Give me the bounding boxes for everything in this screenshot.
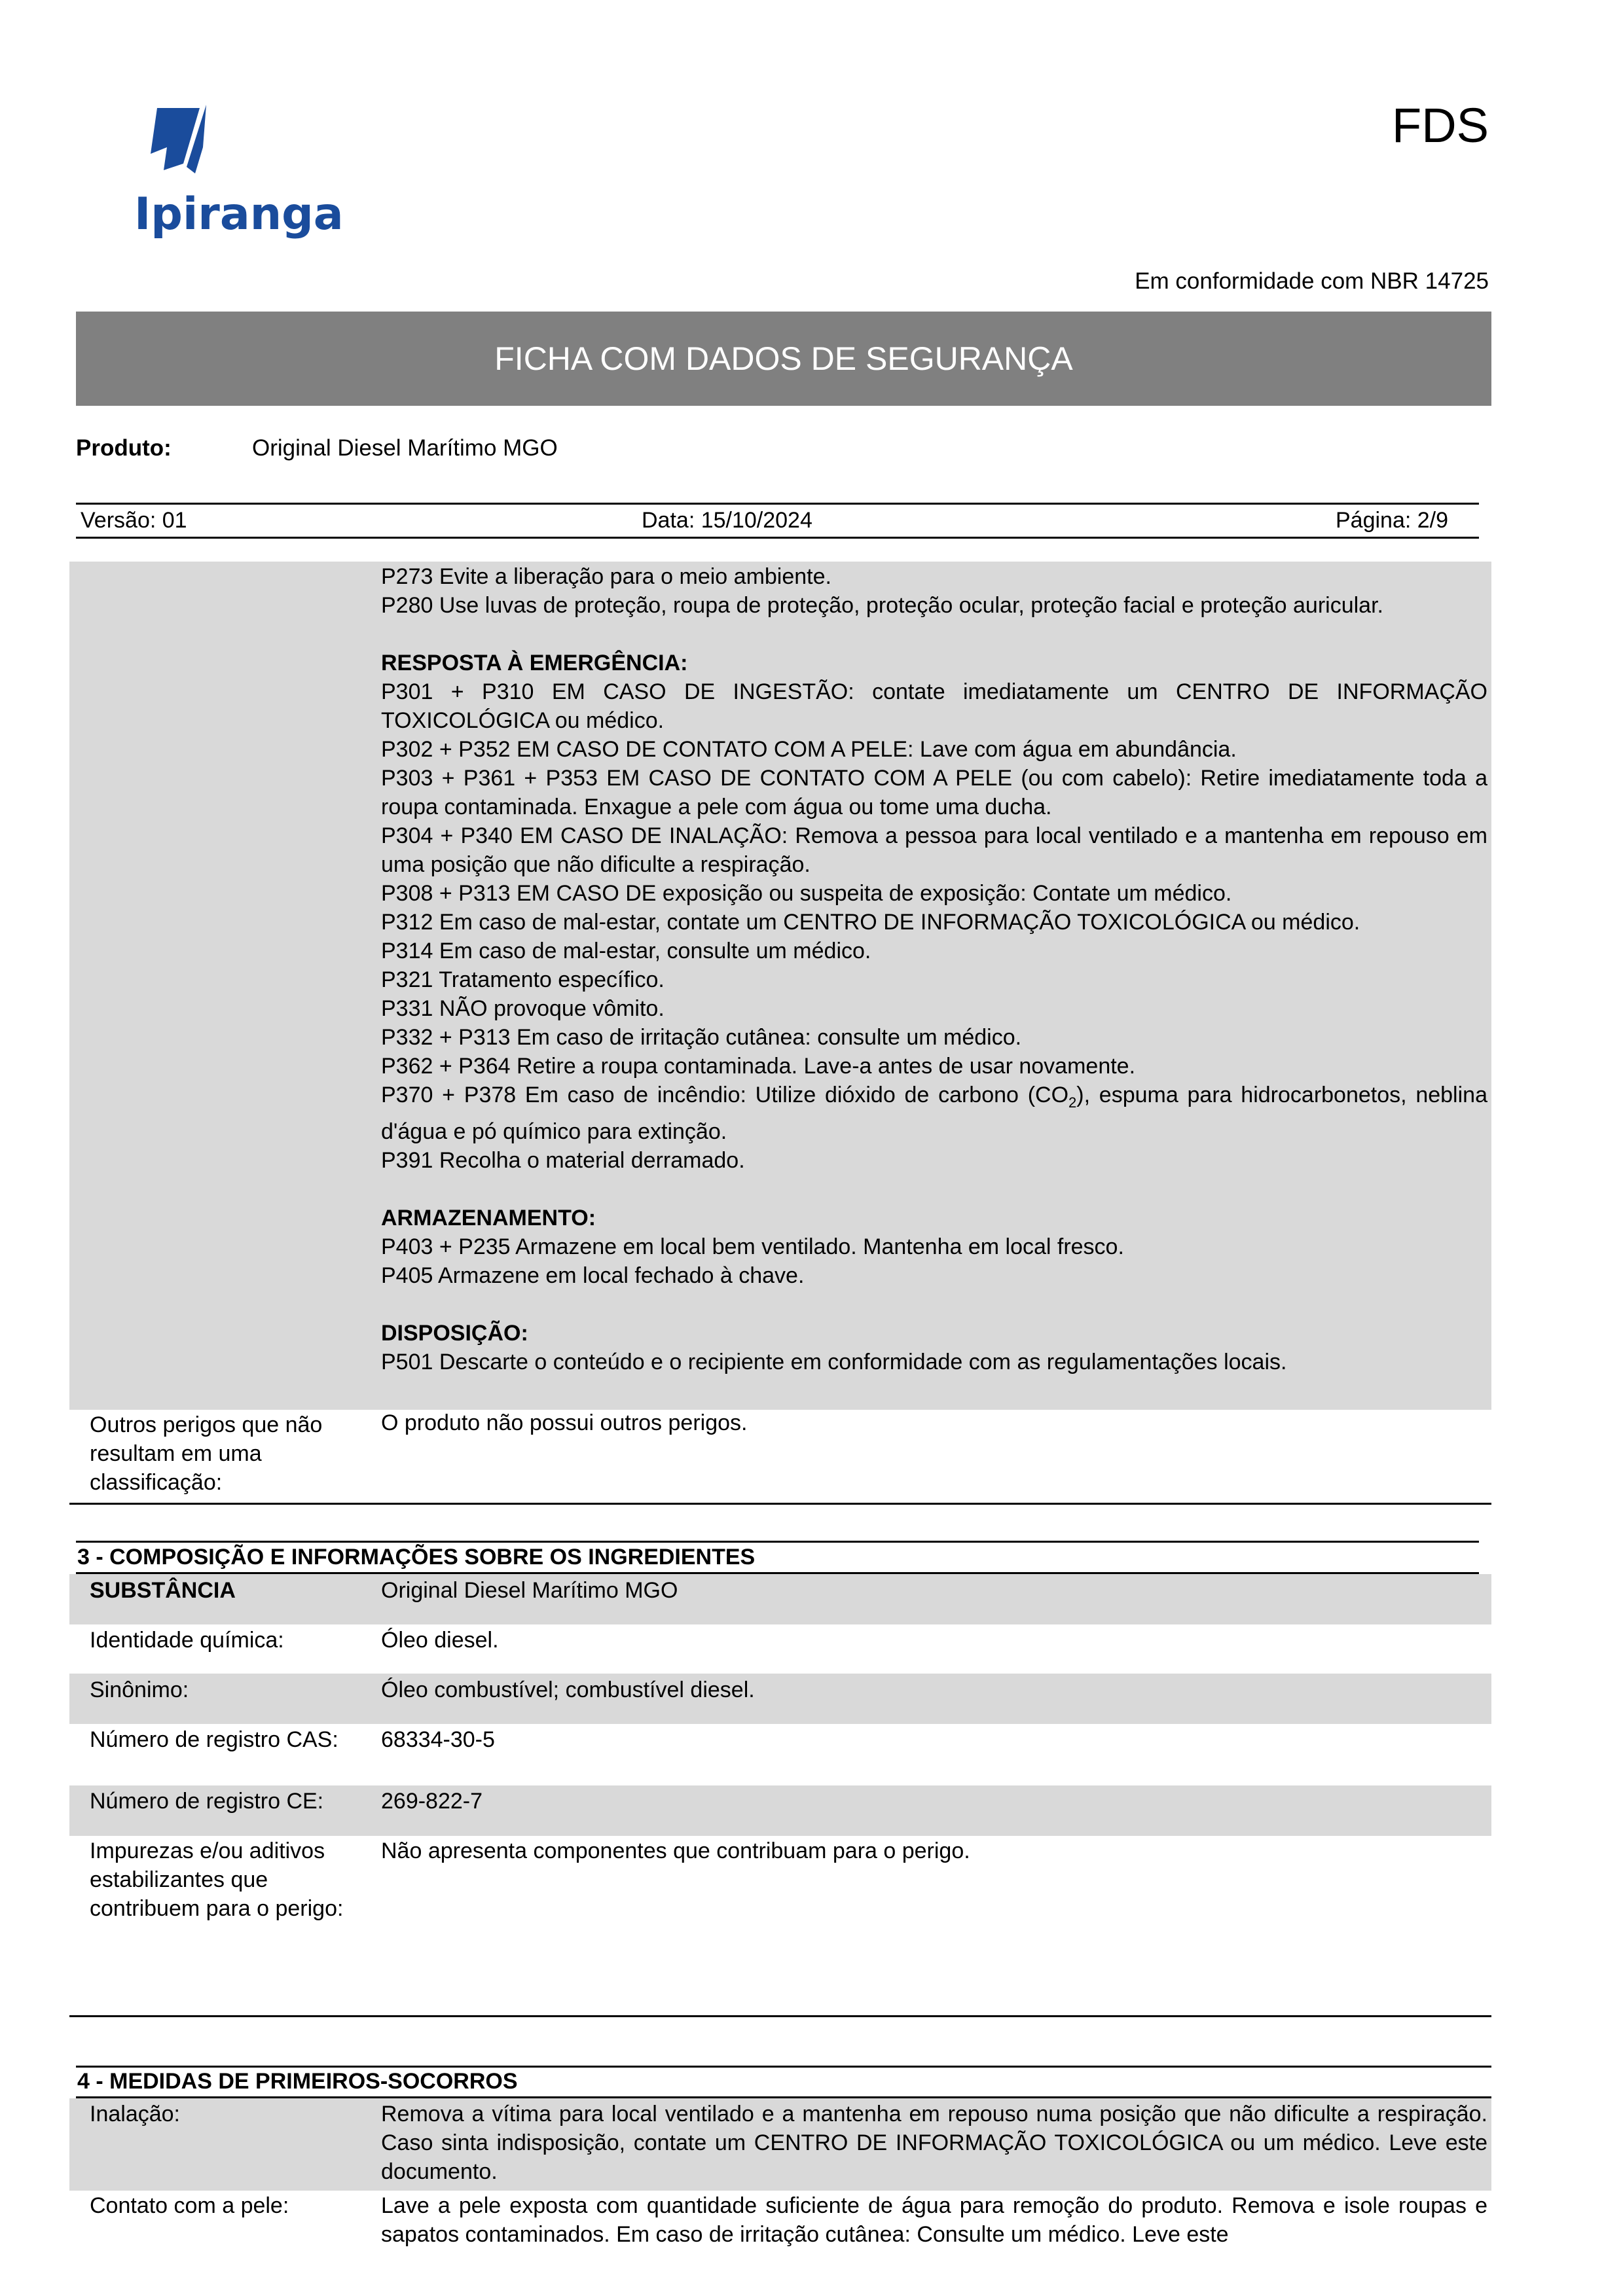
product-name: Original Diesel Marítimo MGO xyxy=(252,435,558,461)
version-bar-bottom-rule xyxy=(76,537,1479,539)
product-label: Produto: xyxy=(76,435,172,461)
page-number: Página: 2/9 xyxy=(1336,508,1449,533)
section2-end-rule xyxy=(69,1503,1491,1505)
version-bar-top-rule xyxy=(76,503,1479,505)
section4-title: 4 - MEDIDAS DE PRIMEIROS-SOCORROS xyxy=(77,2069,518,2094)
s3-label-cas: Número de registro CAS: xyxy=(90,1727,338,1752)
statement-p370 xyxy=(381,1081,1487,1146)
ipiranga-logo-mark xyxy=(134,101,344,240)
s3-label-substance: SUBSTÂNCIA xyxy=(90,1578,236,1603)
statement-p403: P403 + P235 Armazene em local bem ventilado. Mantenha em local fresco. xyxy=(381,1234,1124,1259)
statement-p314: P314 Em caso de mal-estar, consulte um médico. xyxy=(381,939,871,963)
statement-p308: P308 + P313 EM CASO DE exposição ou suspeita de exposição: Contate um médico. xyxy=(381,881,1232,906)
logo-wordmark: Ipiranga xyxy=(134,188,344,240)
ipiranga-logo xyxy=(134,101,344,240)
s3-label-synonym: Sinônimo: xyxy=(90,1677,189,1702)
s4-value-inhalation: Remova a vítima para local ventilado e a mantenha em repouso numa posição que não dificulte a respiração. Caso sinta indisposição, contate um CENTRO DE INFORMAÇÃO TOXICOLÓGICA ou um médico. Leve este documento. xyxy=(381,2102,1487,2184)
statement-p391: P391 Recolha o material derramado. xyxy=(381,1147,745,1173)
response-title: RESPOSTA À EMERGÊNCIA: xyxy=(381,651,688,675)
p370-text-start: P370 + P378 Em caso de incêndio: Utilize dióxido de carbono (CO xyxy=(381,1083,1069,1107)
s3-value-synonym: Óleo combustível; combustível diesel. xyxy=(381,1677,755,1702)
s3-label-impurities: Impurezas e/ou aditivos estabilizantes que contribuem para o perigo: xyxy=(90,1839,344,1921)
version: Versão: 01 xyxy=(81,508,187,533)
statement-p280: P280 Use luvas de proteção, roupa de proteção, proteção ocular, proteção facial e proteção auricular. xyxy=(381,593,1383,618)
p370-text-end: ), espuma para hidrocarbonetos, neblina d'água e pó químico para extinção. xyxy=(381,1083,1487,1144)
statement-p303: P303 + P361 + P353 EM CASO DE CONTATO COM A PELE (ou com cabelo): Retire imediatamente toda a roupa contaminada. Enxague a pele com água ou tome uma ducha. xyxy=(381,766,1487,819)
statement-p312: P312 Em caso de mal-estar, contate um CENTRO DE INFORMAÇÃO TOXICOLÓGICA ou médico. xyxy=(381,910,1360,935)
s3-value-ec: 269-822-7 xyxy=(381,1789,483,1814)
s3-value-cas: 68334-30-5 xyxy=(381,1727,495,1752)
section3-title: 3 - COMPOSIÇÃO E INFORMAÇÕES SOBRE OS INGREDIENTES xyxy=(77,1545,756,1570)
statement-p304: P304 + P340 EM CASO DE INALAÇÃO: Remova a pessoa para local ventilado e a mantenha em repouso em uma posição que não dificulte a respiração. xyxy=(381,823,1487,877)
date: Data: 15/10/2024 xyxy=(642,508,812,533)
s4-value-skin: Lave a pele exposta com quantidade suficiente de água para remoção do produto. Remova e isole roupas e sapatos contaminados. Em caso de irritação cutânea: Consulte um médico. Leve este xyxy=(381,2193,1487,2247)
s4-label-skin: Contato com a pele: xyxy=(90,2193,289,2218)
doc-code: FDS xyxy=(1392,98,1489,152)
statement-p273: P273 Evite a liberação para o meio ambiente. xyxy=(381,564,831,589)
s3-label-identity: Identidade química: xyxy=(90,1628,284,1653)
statement-p332: P332 + P313 Em caso de irritação cutânea: consulte um médico. xyxy=(381,1025,1022,1050)
document-title-banner: FICHA COM DADOS DE SEGURANÇA xyxy=(76,312,1491,406)
conformity-note: Em conformidade com NBR 14725 xyxy=(1135,268,1489,294)
precaution-statements xyxy=(381,562,1487,1376)
disposal-title: DISPOSIÇÃO: xyxy=(381,1320,528,1346)
statement-p362: P362 + P364 Retire a roupa contaminada. Lave-a antes de usar novamente. xyxy=(381,1054,1136,1079)
storage-title: ARMAZENAMENTO: xyxy=(381,1205,596,1230)
other-hazards-value: O produto não possui outros perigos. xyxy=(381,1410,748,1435)
s3-value-substance: Original Diesel Marítimo MGO xyxy=(381,1578,678,1603)
s4-label-inhalation: Inalação: xyxy=(90,2102,180,2126)
s3-label-ec: Número de registro CE: xyxy=(90,1789,324,1814)
statement-p501: P501 Descarte o conteúdo e o recipiente em conformidade com as regulamentações locais. xyxy=(381,1349,1287,1374)
other-hazards-label: Outros perigos que não resultam em uma classificação: xyxy=(90,1412,323,1495)
statement-p405: P405 Armazene em local fechado à chave. xyxy=(381,1263,805,1288)
p370-subscript: 2 xyxy=(1068,1094,1077,1111)
s3-value-impurities: Não apresenta componentes que contribuam para o perigo. xyxy=(381,1839,970,1863)
statement-p301: P301 + P310 EM CASO DE INGESTÃO: contate imediatamente um CENTRO DE INFORMAÇÃO TOXICOLÓGICA ou médico. xyxy=(381,679,1487,733)
s3-value-identity: Óleo diesel. xyxy=(381,1628,499,1653)
section3-end-rule xyxy=(69,2015,1491,2017)
statement-p331: P331 NÃO provoque vômito. xyxy=(381,996,665,1021)
statement-p302: P302 + P352 EM CASO DE CONTATO COM A PELE: Lave com água em abundância. xyxy=(381,737,1237,762)
statement-p321: P321 Tratamento específico. xyxy=(381,967,665,992)
